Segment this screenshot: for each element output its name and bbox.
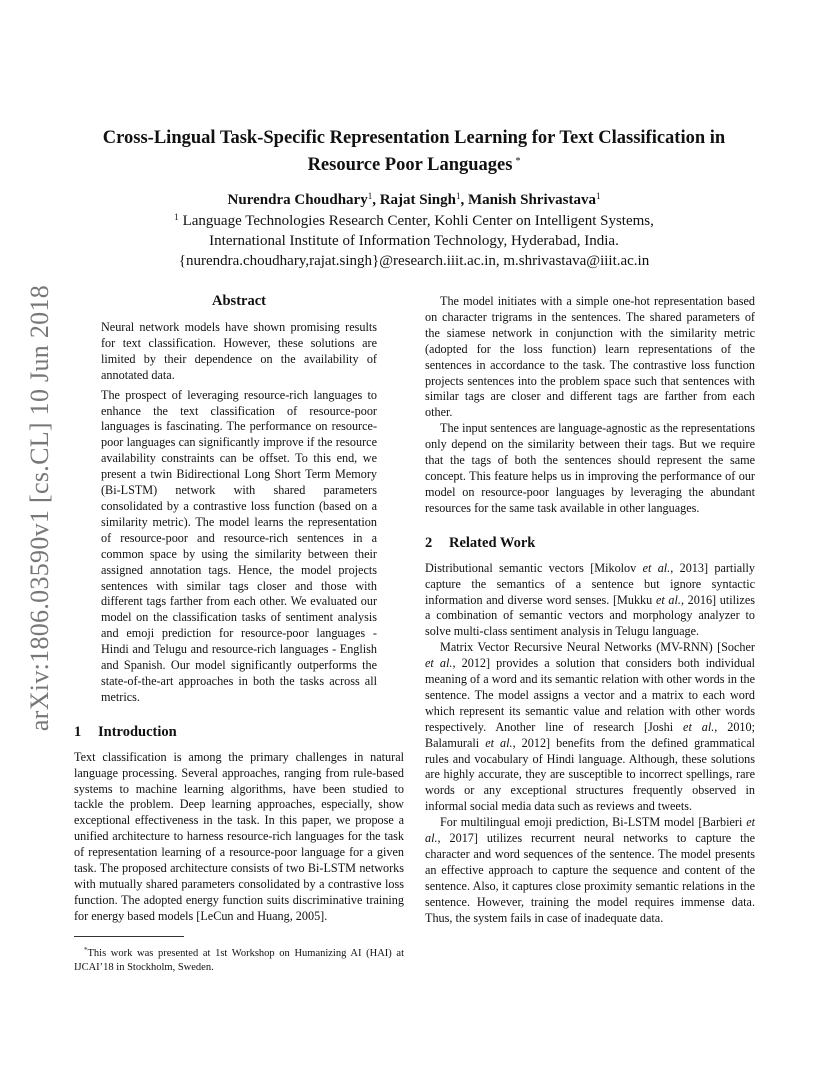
text-run: , 2010; Balamurali bbox=[425, 719, 756, 750]
body-paragraph: The input sentences are language-agnostic as the representations only depend on the similarity between their tags. But we require that the tags of both the sentences should represent the same concept. This feature helps us in improving the performance of our model on resource-poor languages by leveraging the abundant resources for the same task available in other languages. bbox=[425, 421, 755, 515]
footnote-marker: * bbox=[84, 945, 88, 954]
citation-etal: et al. bbox=[655, 592, 681, 607]
section-heading-related-work bbox=[425, 534, 755, 552]
abstract-paragraph: Neural network models have shown promising results for text classification. However, these solutions are limited by their dependence on the availability of annotated data. bbox=[101, 320, 377, 382]
footnote bbox=[74, 943, 404, 975]
text-run: , 2016] utilizes a combination of semantic vectors and morphology analyzer to solve multi-class sentiment analysis in Telugu language. bbox=[425, 592, 755, 639]
author-affiliation-sup: 1 bbox=[595, 191, 601, 201]
author-name: Manish Shrivastava bbox=[468, 192, 596, 208]
text-run: , 2017] utilizes recurrent neural networks to capture the character and word sequences of the sentence. The model presents an effective approach to capture the sequence and content of the sentence. Also, it captures close proximity semantic relations in the sentence. However, training the model requires immense data. Thus, the system fails in case of inadequate data. bbox=[425, 831, 755, 925]
related-work-paragraph bbox=[425, 815, 755, 926]
related-work-paragraph bbox=[425, 561, 755, 641]
footnote-text: This work was presented at 1st Workshop on Humanizing AI (HAI) at IJCAI’18 in Stockholm, Sweden. bbox=[74, 947, 404, 973]
citation-etal: et al. bbox=[642, 560, 671, 575]
abstract-paragraph: The prospect of leveraging resource-rich languages to enhance the text classification of resource-poor languages is fascinating. The performance on resource-poor languages can significantly improve if the resource availability constraints can be offset. To this end, we present a twin Bidirectional Long Short Term Memory (Bi-LSTM) network with shared parameters consolidated by a contrastive loss function (based on a similarity metric). The model learns the representation of resource-poor and resource-rich sentences in a common space by using the similarity between their assigned annotation tags. Hence, the model projects sentences with similar tags closer and those with different tags farther from each other. We evaluated our model on the classification tasks of sentiment analysis and emoji prediction for resource-poor languages - Hindi and Telugu and resource-rich languages - English and Spanish. Our model significantly outperforms the state-of-the-art approaches in both the tasks across all metrics. bbox=[101, 387, 377, 704]
author-separator: , bbox=[372, 192, 380, 208]
right-column bbox=[425, 294, 755, 927]
author-emails: {nurendra.choudhary,rajat.singh}@research.iiit.ac.in, m.shrivastava@iiit.ac.in bbox=[178, 253, 650, 269]
affiliation-line-1-text: Language Technologies Research Center, Kohli Center on Intelligent Systems, bbox=[182, 213, 654, 229]
author-name: Rajat Singh bbox=[379, 192, 456, 208]
affiliation-block bbox=[60, 207, 768, 271]
title-footnote-marker: * bbox=[515, 156, 521, 167]
section-title: Introduction bbox=[98, 723, 177, 740]
text-run: Matrix Vector Recursive Neural Networks (MV-RNN) [Socher bbox=[440, 640, 755, 655]
citation-etal: et al. bbox=[425, 656, 453, 671]
text-run: For multilingual emoji prediction, Bi-LSTM model [Barbieri bbox=[440, 815, 747, 830]
citation-etal: et al. bbox=[683, 719, 715, 734]
section-heading-introduction bbox=[74, 723, 404, 741]
author-name: Nurendra Choudhary bbox=[227, 192, 368, 208]
footnote-divider bbox=[74, 936, 184, 937]
arxiv-identifier: arXiv:1806.03590v1 [cs.CL] 10 Jun 2018 bbox=[25, 284, 54, 732]
introduction-paragraph: Text classification is among the primary challenges in natural language processing. Several approaches, ranging from rule-based systems to machine learning algorithms, have been studied to tackle the problem. Deep learning approaches, especially, show exceptional effectiveness in the task. In this paper, we propose a unified architecture to harness resource-rich languages for the task of representation learning of a resource-poor language for a given task. The proposed architecture consists of two Bi-LSTM networks with mutually shared parameters consolidated by a contrastive loss function. The adopted energy function suits discriminative training for energy based models [LeCun and Huang, 2005]. bbox=[74, 749, 404, 923]
text-run: , 2012] provides a solution that considers both individual meaning of a word and its semantic relation with other words in the sentence. The model assigns a vector and a matrix to each word which represent its semantic value and relation with other words respectively. Another line of research [Joshi bbox=[425, 656, 755, 734]
abstract-body bbox=[74, 320, 404, 706]
citation-etal: et al. bbox=[485, 735, 513, 750]
paper-title bbox=[60, 127, 768, 177]
section-number: 2 bbox=[425, 534, 433, 551]
body-paragraph: The model initiates with a simple one-hot representation based on character trigrams in the sentences. The shared parameters of the siamese network in conjunction with the similarity metric (adopted for the loss function) learn representations of the sentences in accordance to the task. The contrastive loss function projects sentences into the problem space such that sentences with similar tags are closer and different tags are farther from each other. bbox=[425, 294, 755, 420]
abstract-heading: Abstract bbox=[212, 293, 266, 309]
section-number: 1 bbox=[74, 723, 82, 740]
affiliation-line-2: International Institute of Information Technology, Hyderabad, India. bbox=[209, 233, 619, 249]
affiliation-sup: 1 bbox=[174, 212, 179, 222]
citation-etal: et al. bbox=[425, 815, 755, 846]
text-run: , 2012] benefits from the defined grammatical rules and vocabulary of Hindi language. Although, these solutions are highly accurate, they are susceptible to incorrect spellings, rare words or any exceptional structures frequently observed in informal social media data such as reviews and tweets. bbox=[425, 735, 755, 814]
affiliation-line-1 bbox=[60, 207, 768, 231]
author-affiliation-sup: 1 bbox=[367, 191, 373, 201]
section-title: Related Work bbox=[449, 534, 536, 551]
text-run: , 2013] partially capture the semantics of a sentence but ignore syntactic information and diverse word senses. [Mukku bbox=[425, 560, 755, 607]
title-line-2-text: Resource Poor Languages bbox=[307, 155, 513, 175]
title-line-1: Cross-Lingual Task-Specific Representation Learning for Text Classification in bbox=[102, 128, 726, 148]
title-line-2 bbox=[60, 150, 768, 177]
related-work-paragraph bbox=[425, 640, 755, 815]
author-separator: , bbox=[460, 192, 468, 208]
left-column bbox=[74, 292, 404, 975]
text-run: Distributional semantic vectors [Mikolov bbox=[425, 560, 643, 575]
author-affiliation-sup: 1 bbox=[456, 191, 461, 201]
